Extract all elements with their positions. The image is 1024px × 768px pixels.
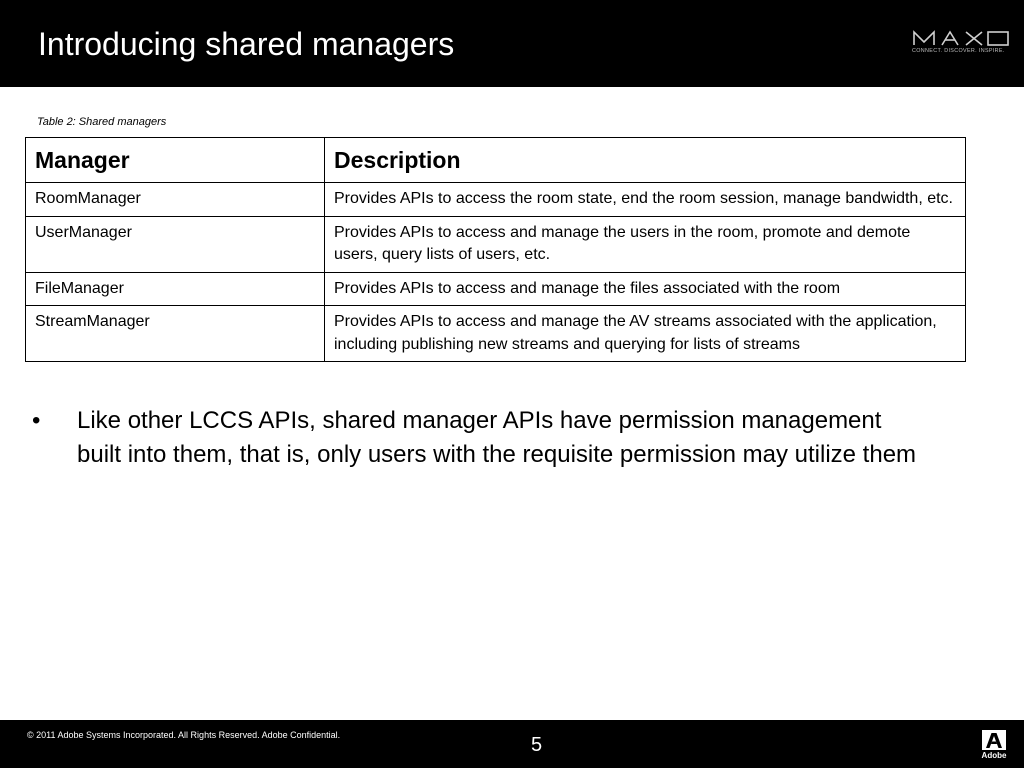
- bullet-text: Like other LCCS APIs, shared manager APIs have permission management built into them, that is, only users with the requisite permission may utilize them: [77, 407, 917, 468]
- bullet-marker: •: [32, 407, 41, 434]
- column-header-description: Description: [325, 138, 966, 183]
- logo-tagline: CONNECT. DISCOVER. INSPIRE.: [912, 48, 1005, 54]
- adobe-logo-icon: [979, 729, 1009, 751]
- page-number: 5: [531, 734, 543, 756]
- slide-title: Introducing shared managers: [38, 26, 455, 62]
- table-caption: Table 2: Shared managers: [37, 116, 167, 128]
- description-cell: Provides APIs to access and manage the files associated with the room: [325, 272, 966, 306]
- table-header-row: [26, 138, 966, 183]
- max-logo-icon: [912, 30, 1010, 46]
- manager-cell: RoomManager: [26, 183, 325, 217]
- table-row: [26, 306, 966, 362]
- table-row: [26, 183, 966, 217]
- manager-cell: UserManager: [26, 216, 325, 272]
- column-header-manager: Manager: [26, 138, 325, 183]
- slide-header: [0, 0, 1024, 87]
- slide-footer: [0, 720, 1024, 768]
- adobe-logo: [979, 729, 1009, 763]
- shared-managers-table: [25, 137, 966, 362]
- adobe-wordmark: Adobe: [981, 751, 1007, 760]
- max-logo: [912, 30, 1010, 60]
- manager-cell: StreamManager: [26, 306, 325, 362]
- description-cell: Provides APIs to access and manage the users in the room, promote and demote users, query lists of users, etc.: [325, 216, 966, 272]
- table-row: [26, 216, 966, 272]
- description-cell: Provides APIs to access the room state, end the room session, manage bandwidth, etc.: [325, 183, 966, 217]
- manager-cell: FileManager: [26, 272, 325, 306]
- copyright-notice: © 2011 Adobe Systems Incorporated. All Rights Reserved. Adobe Confidential.: [27, 730, 341, 740]
- description-cell: Provides APIs to access and manage the AV streams associated with the application, including publishing new streams and querying for lists of streams: [325, 306, 966, 362]
- table-row: [26, 272, 966, 306]
